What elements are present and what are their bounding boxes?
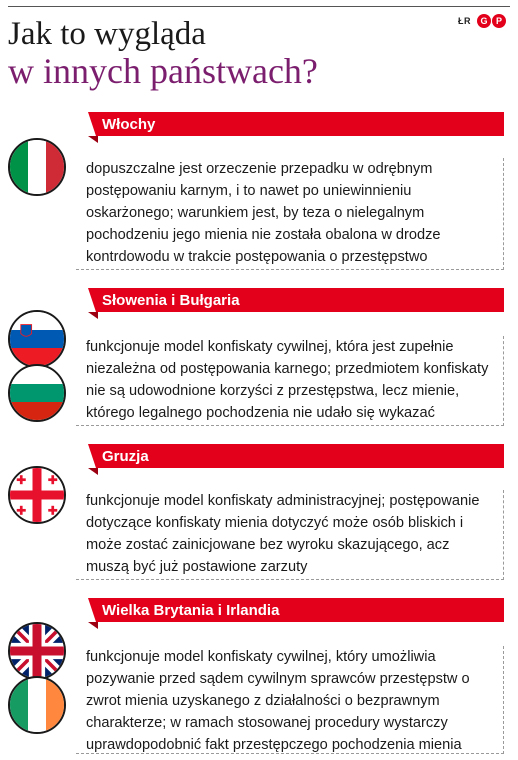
- logo-letter-g: G: [477, 14, 491, 28]
- bulgaria-flag-icon: [8, 364, 66, 422]
- page-title: [8, 18, 318, 89]
- section-text-box: [76, 646, 504, 754]
- georgia-flag-icon: [8, 466, 66, 524]
- title-line-2: w innych państwach?: [8, 51, 318, 91]
- ireland-flag-icon: [8, 676, 66, 734]
- section-text-box: [76, 158, 504, 270]
- section-title: Wielka Brytania i Irlandia: [102, 602, 280, 619]
- section-banner: [88, 288, 504, 318]
- section-banner: [88, 598, 504, 628]
- section-text: dopuszczalne jest orzeczenie przepadku w odrębnym postępowaniu karnym, i to nawet po uniewinnieniu oskarżonego; warunkiem jest, by teza o nielegalnym pochodzeniu jego mienia nie została obalona w drodze kontrdowodu w trakcie postępowania o przestępstwo: [86, 161, 441, 265]
- top-rule: [8, 6, 510, 7]
- author-initials: ŁR: [458, 16, 471, 26]
- logo-letter-p: P: [492, 14, 506, 28]
- brand: [458, 14, 506, 28]
- section-text-box: [76, 336, 504, 426]
- section-banner: [88, 112, 504, 142]
- section-title: Włochy: [102, 116, 156, 133]
- publisher-logo: [477, 14, 506, 28]
- section-text: funkcjonuje model konfiskaty administracyjnej; postępowanie dotyczące konfiskaty mienia dotyczyć może osób bliskich i może zostać zainicjowane bez wyroku skazującego, acz muszą być już postawione zarzuty: [86, 493, 480, 575]
- section-text: funkcjonuje model konfiskaty cywilnej, który umożliwia pozywanie przed sądem cywilnym sprawców przestępstw o zwrot mienia uzyskanego z działalności o bezprawnym charakterze; w ramach stosowanej procedury wystarczy uprawdopodobnić fakt przestępczego pochodzenia mienia: [86, 649, 470, 753]
- section-title: Słowenia i Bułgaria: [102, 292, 240, 309]
- section-text-box: [76, 490, 504, 580]
- slovenia-flag-icon: [8, 310, 66, 368]
- title-line-1: Jak to wygląda: [8, 16, 206, 52]
- section-title: Gruzja: [102, 448, 149, 465]
- italy-flag-icon: [8, 138, 66, 196]
- section-banner: [88, 444, 504, 474]
- uk-flag-icon: [8, 622, 66, 680]
- section-text: funkcjonuje model konfiskaty cywilnej, która jest zupełnie niezależna od postępowania karnego; przedmiotem konfiskaty nie są udowodnione korzyści z przestępstwa, lecz mienie, którego legalnego pochodzenia nie udało się wykazać: [86, 339, 489, 421]
